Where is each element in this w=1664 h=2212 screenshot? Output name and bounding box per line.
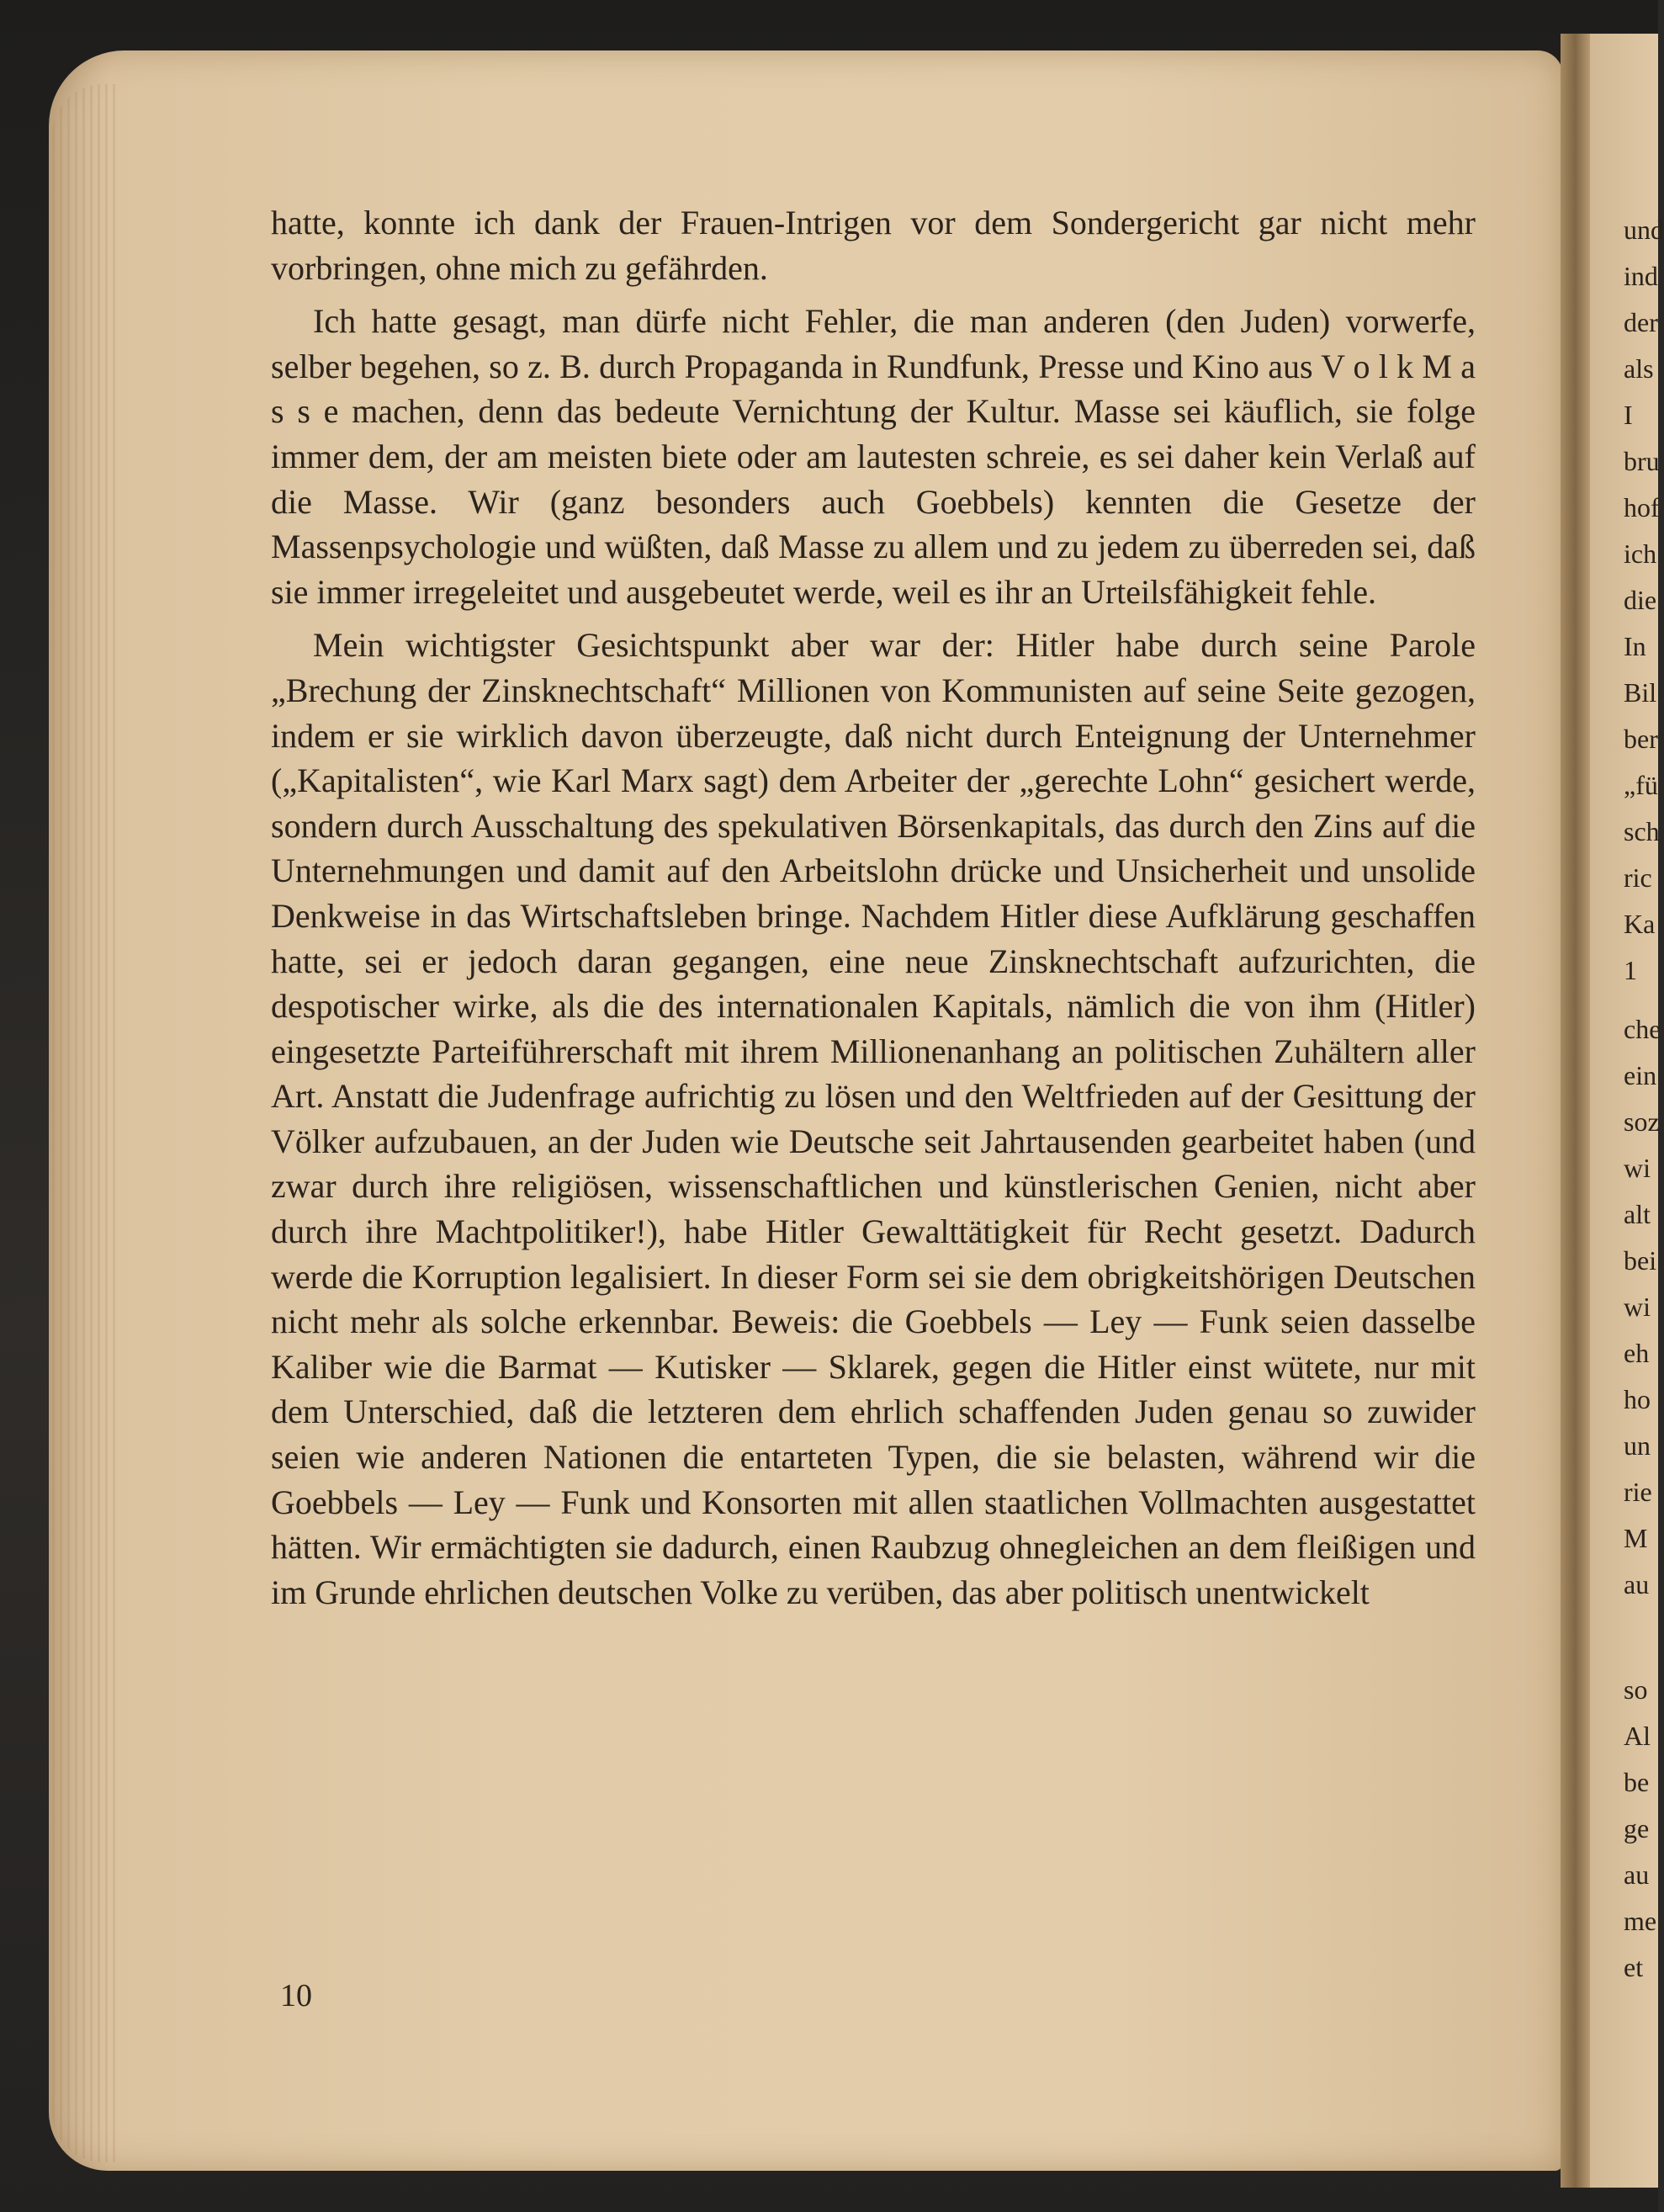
next-page-fragment: wi [1624,1292,1651,1322]
next-page-fragment: bru [1624,446,1660,476]
next-page-fragment: bei [1624,1245,1657,1276]
next-page-fragment: au [1624,1569,1650,1599]
next-page-fragment: ich [1624,538,1657,569]
next-page-fragment: Ka [1624,909,1656,939]
next-page-fragment: che [1624,1014,1661,1044]
next-page-fragment: und [1624,215,1664,245]
next-page-fragment: ho [1624,1384,1651,1414]
next-page-fragment: ind [1624,261,1658,291]
next-page-fragment: eh [1624,1338,1650,1368]
next-page-fragment: „fü [1624,770,1658,800]
next-page-fragment: et [1624,1952,1644,1982]
next-page-fragment: so [1624,1674,1648,1705]
next-page-fragment: au [1624,1859,1650,1890]
body-text [271,200,1476,1615]
book-gutter [1561,34,1590,2188]
next-page-fragment: un [1624,1430,1651,1461]
next-page-fragment: die [1624,585,1657,615]
next-page-fragment: be [1624,1767,1650,1797]
next-page-fragment: als [1624,353,1654,384]
next-page-fragment: rie [1624,1477,1652,1507]
page-number: 10 [280,1978,312,2013]
paragraph: hatte, konnte ich dank der Frauen-Intrigen vor dem Sondergericht gar nicht mehr vorbringen, ohne mich zu gefährden. [271,204,1476,287]
next-page-fragment: wi [1624,1153,1651,1183]
next-page-fragment: ge [1624,1813,1650,1843]
page-edge-stack [52,84,119,2162]
next-page-fragment: ein [1624,1060,1657,1090]
next-page-fragment: Bil [1624,677,1657,708]
paragraph: Ich hatte gesagt, man dürfe nicht Fehler, die man anderen (den Juden) vorwerfe, selber begehen, so z. B. durch Propaganda in Rundfunk, Presse und Kino aus V o l k M a s s e machen, denn das bedeute Vernichtung der Kultur. Masse sei käuflich, sie folge immer dem, der am meisten biete oder am lautesten schreie, es sei daher kein Verlaß auf die Masse. Wir (ganz besonders auch Goebbels) kennten die Gesetze der Massenpsychologie und wüßten, daß Masse zu allem und zu jedem zu überreden sei, daß sie immer irregeleitet und ausgebeutet werde, weil es ihr an Urteilsfähigkeit fehle. [271,302,1476,611]
next-page-fragment: ber [1624,724,1658,754]
next-page-fragment: hof [1624,492,1660,522]
next-page-fragment: alt [1624,1199,1651,1229]
next-page-fragment: M [1624,1523,1648,1553]
paragraph: Mein wichtigster Gesichtspunkt aber war der: Hitler habe durch seine Parole „Brechung der Zinsknechtschaft“ Millionen von Kommunisten auf seine Seite gezogen, indem er sie wirklich davon überzeugte, daß nicht durch Enteignung der Unternehmer („Kapitalisten“, wie Karl Marx sagt) dem Arbeiter der „gerechte Lohn“ gesichert werde, sondern durch Ausschaltung des spekulativen Börsenkapitals, das durch den Zins auf die Unternehmungen und damit auf den Arbeitslohn drücke und Unsicherheit und unsolide Denkweise in das Wirtschaftsleben bringe. Nachdem Hitler diese Aufklärung geschaffen hatte, sei er jedoch daran gegangen, eine neue Zinsknechtschaft aufzurichten, die despotischer wirke, als die des internationalen Kapitals, nämlich die von ihm (Hitler) eingesetzte Parteiführerschaft mit ihrem Millionenanhang an politischen Zuhältern aller Art. Anstatt die Judenfrage aufrichtig zu lösen und den Weltfrieden auf der Gesittung der Völker aufzubauen, an der Juden wie Deutsche seit Jahrtausenden gearbeitet haben (und zwar durch ihre religiösen, wissenschaftlichen und künstlerischen Genien, nicht aber durch ihre Machtpolitiker!), habe Hitler Gewalttätigkeit für Recht gesetzt. Dadurch werde die Korruption legalisiert. In dieser Form sei sie dem obrigkeitshörigen Deutschen nicht mehr als solche erkennbar. Beweis: die Goebbels — Ley — Funk seien dasselbe Kaliber wie die Barmat — Kutisker — Sklarek, gegen die Hitler einst wütete, nur mit dem Unterschied, daß die letzteren dem ehrlich schaffenden Juden genau so zuwider seien wie anderen Nationen die entarteten Typen, die sie belasten, während wir die Goebbels — Ley — Funk und Konsorten mit allen staatlichen Vollmachten ausgestattet hätten. Wir ermächtigten sie dadurch, einen Raubzug ohnegleichen an dem fleißigen und im Grunde ehrlichen deutschen Volke zu verüben, das aber politisch unentwickelt [271,626,1476,1611]
next-page-fragment: 1 [1624,955,1637,985]
next-page-fragment: I [1624,400,1633,430]
next-page-fragment: ric [1624,862,1652,893]
next-page-fragment: me [1624,1906,1657,1936]
next-page-fragment: soz [1624,1106,1660,1137]
next-page-fragment: der [1624,307,1658,337]
next-page-fragment: In [1624,631,1646,661]
next-page-fragment: sch [1624,816,1660,846]
next-page-fragment: Al [1624,1721,1651,1751]
